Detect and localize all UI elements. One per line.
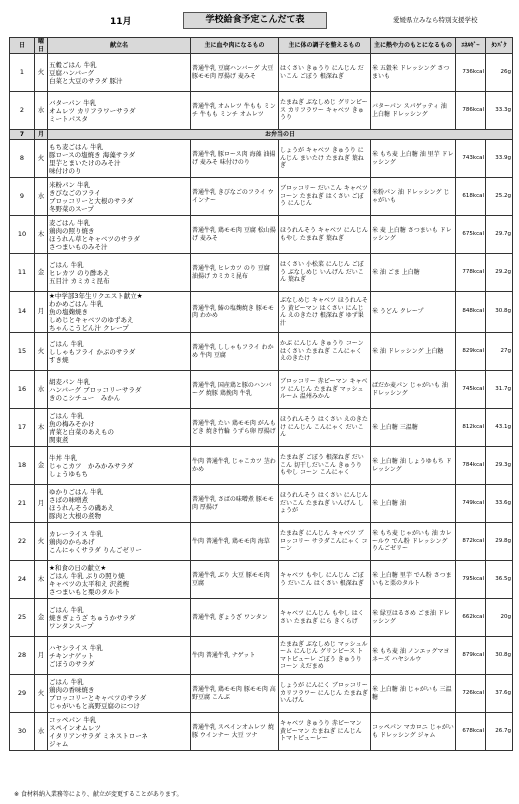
cell-day: 7	[10, 130, 35, 140]
cell-yellow: 米 上白糖 油 しょうゆもち ドレッシング	[371, 447, 456, 485]
cell-yellow: 米 もち麦 上白糖 油 里芋 ドレッシング	[371, 140, 456, 178]
cell-protein: 29.3g	[486, 447, 513, 485]
cell-yellow: バターパン スパゲッティ 油 上白糖 ドレッシング	[371, 92, 456, 130]
cell-dow: 月	[35, 485, 48, 523]
cell-yellow: 米 油 ごま 上白糖	[371, 254, 456, 292]
cell-red: 普通牛乳 豚ロース肉 海藻 油揚げ 麦みそ 味付けのり	[191, 140, 279, 178]
page-title: 学校給食予定こんだて表	[183, 12, 327, 29]
menu-table	[9, 37, 513, 751]
cell-dow: 火	[35, 675, 48, 713]
cell-dow: 月	[35, 130, 48, 140]
cell-dow: 火	[35, 140, 48, 178]
cell-day: 14	[10, 292, 35, 333]
cell-menu: ごはん 牛乳 ヒレカツ のり酢あえ 五目汁 カミカミ昆布	[48, 254, 191, 292]
col-menu: 献立名	[48, 38, 191, 54]
cell-kcal: 778kcal	[456, 254, 486, 292]
cell-day: 8	[10, 140, 35, 178]
cell-green: キャベツ もやし にんじん ごぼう だいこん はくさい 根深ねぎ	[279, 561, 371, 599]
table-row	[10, 216, 513, 254]
cell-menu: ★中学部3年生リクエスト献立★ わかめごはん 牛乳 魚の塩麹焼き しめじとキャベツのゆずあえ ちゃんこうどん汁 クレープ	[48, 292, 191, 333]
cell-yellow: 米 うどん クレープ	[371, 292, 456, 333]
cell-day: 29	[10, 675, 35, 713]
cell-kcal: 786kcal	[456, 92, 486, 130]
cell-dow: 金	[35, 254, 48, 292]
table-row	[10, 409, 513, 447]
cell-red: 普通牛乳 豆腐ハンバーグ 大豆 豚モモ肉 厚揚げ 麦みそ	[191, 54, 279, 92]
cell-day: 25	[10, 599, 35, 637]
cell-day: 24	[10, 561, 35, 599]
cell-yellow: 米 油 ドレッシング 上白糖	[371, 333, 456, 371]
school-name: 愛媛県立みなら特別支援学校	[393, 16, 478, 24]
cell-protein: 37.6g	[486, 675, 513, 713]
cell-dow: 水	[35, 371, 48, 409]
cell-dow: 火	[35, 54, 48, 92]
cell-yellow: 米 五穀米 ドレッシング さつまいも	[371, 54, 456, 92]
cell-day: 10	[10, 216, 35, 254]
cell-kcal: 662kcal	[456, 599, 486, 637]
cell-menu: ゆかりごはん 牛乳 さばの味噌煮 ほうれんそうの磯あえ 豚肉と大根の煮物	[48, 485, 191, 523]
cell-band: お弁当の日	[48, 130, 513, 140]
cell-yellow: 米 上白糖 里芋 でん粉 さつまいもと栗のタルト	[371, 561, 456, 599]
table-row	[10, 523, 513, 561]
col-dow: 曜日	[35, 38, 48, 54]
cell-red: 普通牛乳 国産鶏と豚のハンバーグ 焼豚 鶏挽肉 牛乳	[191, 371, 279, 409]
cell-green: ほうれんそう はくさい えのきたけ にんじん こんにゃく だいこん	[279, 409, 371, 447]
cell-day: 17	[10, 409, 35, 447]
cell-red: 普通牛乳 ぶり 大豆 豚モモ肉 豆腐	[191, 561, 279, 599]
cell-menu: ★和食の日の献立★ ごはん 牛乳 ぶりの照り焼 キャベツの太平和え 沢煮椀 さつまいもと栗のタルト	[48, 561, 191, 599]
cell-green: はくさい きゅうり にんじん だいこん ごぼう 根深ねぎ	[279, 54, 371, 92]
cell-menu: ごはん 牛乳 焼きぎょうざ ちゅうかサラダ ワンタンスープ	[48, 599, 191, 637]
cell-green: はくさい 小松菜 にんじん ごぼう ぶなしめじ いんげん だいこん 葉ねぎ	[279, 254, 371, 292]
cell-menu: ごはん 牛乳 ししゃもフライ かぶのサラダ すき焼	[48, 333, 191, 371]
cell-day: 30	[10, 713, 35, 751]
cell-yellow: 米 上白糖 油	[371, 485, 456, 523]
table-row	[10, 254, 513, 292]
table-row	[10, 292, 513, 333]
cell-kcal: 678kcal	[456, 713, 486, 751]
cell-green: たまねぎ ごぼう 根深ねぎ だいこん 切干しだいこん きゅうり もやし コーン こんにゃく	[279, 447, 371, 485]
cell-dow: 木	[35, 216, 48, 254]
month-label: 11月	[110, 17, 132, 27]
cell-green: ほうれんそう キャベツ にんじん もやし たまねぎ 葉ねぎ	[279, 216, 371, 254]
cell-protein: 29.8g	[486, 523, 513, 561]
cell-menu: ごはん 牛乳 鶏肉の香味焼き ブロッコリーとキャベツのサラダ じゃがいもと高野豆腐のにつけ	[48, 675, 191, 713]
cell-day: 1	[10, 54, 35, 92]
cell-kcal: 743kcal	[456, 140, 486, 178]
cell-red: 普通牛乳 ヒレカツ のり 豆腐 油揚げ カミカミ昆布	[191, 254, 279, 292]
table-row-band	[10, 130, 513, 140]
cell-dow: 月	[35, 292, 48, 333]
cell-protein: 30.8g	[486, 292, 513, 333]
cell-menu: 牛丼 牛乳 じゃこカツ かみかみサラダ しょうゆもち	[48, 447, 191, 485]
cell-yellow: 米 もち麦 油 ノンエッグマヨネーズ ハヤシルウ	[371, 637, 456, 675]
cell-menu: 米粉パン 牛乳 きびなごのフライ ブロッコリーと大根のサラダ 冬野菜のスープ	[48, 178, 191, 216]
cell-red: 普通牛乳 鶏モモ肉 豚モモ肉 高野豆腐 こんぶ	[191, 675, 279, 713]
cell-protein: 26.7g	[486, 713, 513, 751]
cell-day: 9	[10, 178, 35, 216]
table-row	[10, 54, 513, 92]
cell-red: 普通牛乳 オムレツ 牛もも ミンチ 牛もも ミンチ オムレツ	[191, 92, 279, 130]
cell-dow: 火	[35, 333, 48, 371]
col-yellow: 主に熱や力のもとになるもの	[371, 38, 456, 54]
cell-protein: 30.8g	[486, 637, 513, 675]
cell-kcal: 872kcal	[456, 523, 486, 561]
cell-kcal: 784kcal	[456, 447, 486, 485]
cell-menu: 胡麦パン 牛乳 ハンバーグ ブロッコリーサラダ きのこシチュー みかん	[48, 371, 191, 409]
table-row	[10, 140, 513, 178]
cell-menu: 五穀ごはん 牛乳 豆腐ハンバーグ 白菜と大豆のサラダ 豚汁	[48, 54, 191, 92]
cell-green: キャベツ きゅうり 赤ピーマン 黄ピーマン たまねぎ にんじん トマトピューレー	[279, 713, 371, 751]
cell-protein: 26g	[486, 54, 513, 92]
table-row	[10, 675, 513, 713]
cell-kcal: 675kcal	[456, 216, 486, 254]
col-kcal: ｴﾈﾙｷﾞｰ	[456, 38, 486, 54]
footer-note: ※ 食材料納入業務等により、献立が変更することがあります。	[14, 791, 183, 798]
cell-green: しょうが にんにく ブロッコリー カリフラワー にんじん たまねぎ いんげん	[279, 675, 371, 713]
cell-kcal: 736kcal	[456, 54, 486, 92]
cell-protein: 36.5g	[486, 561, 513, 599]
cell-menu: バターパン 牛乳 オムレツ カリフラワーサラダ ミートパスタ	[48, 92, 191, 130]
cell-day: 11	[10, 254, 35, 292]
cell-kcal: 879kcal	[456, 637, 486, 675]
cell-green: ほうれんそう はくさい にんじん だいこん たまねぎ いんげん しょうが	[279, 485, 371, 523]
cell-green: たまねぎ ぶなしめじ グリンピース カリフラワー キャベツ きゅうり	[279, 92, 371, 130]
page-header	[0, 12, 519, 32]
cell-red: 普通牛乳 さばの味噌煮 豚モモ肉 厚揚げ	[191, 485, 279, 523]
table-row	[10, 371, 513, 409]
cell-menu: カレーライス 牛乳 鶏肉のからあげ こんにゃくサラダ りんごゼリー	[48, 523, 191, 561]
cell-protein: 29.2g	[486, 254, 513, 292]
table-row	[10, 92, 513, 130]
cell-green: しょうが キャベツ きゅうり にんじん まいたけ たまねぎ 葉ねぎ	[279, 140, 371, 178]
table-header-row	[10, 38, 513, 54]
table-row	[10, 713, 513, 751]
cell-protein: 27g	[486, 333, 513, 371]
cell-red: 普通牛乳 ししゃもフライ わかめ 牛肉 豆腐	[191, 333, 279, 371]
cell-kcal: 726kcal	[456, 675, 486, 713]
cell-yellow: 米 上白糖 油 じゃがいも 三温糖	[371, 675, 456, 713]
cell-red: 普通牛乳 鶏モモ肉 豆腐 松山揚げ 麦みそ	[191, 216, 279, 254]
menu-body	[10, 54, 513, 751]
cell-kcal: 618kcal	[456, 178, 486, 216]
cell-dow: 月	[35, 637, 48, 675]
cell-menu: もち麦ごはん 牛乳 豚ロースの塩焼き 海藻サラダ 里芋とまいたけのみそ汁 味付けのり	[48, 140, 191, 178]
cell-yellow: ばだか麦パン じゃがいも 油 ドレッシング	[371, 371, 456, 409]
cell-protein: 43.1g	[486, 409, 513, 447]
cell-day: 22	[10, 523, 35, 561]
cell-menu: 麦ごはん 牛乳 鶏肉の照り焼き ほうれん草とキャベツのサラダ さつまいものみそ汁	[48, 216, 191, 254]
cell-dow: 木	[35, 561, 48, 599]
cell-dow: 金	[35, 599, 48, 637]
cell-protein: 31.7g	[486, 371, 513, 409]
cell-menu: コッペパン 牛乳 スペインオムレツ イタリアンサラダ ミネストローネ ジャム	[48, 713, 191, 751]
cell-day: 15	[10, 333, 35, 371]
cell-protein: 33.3g	[486, 92, 513, 130]
cell-red: 牛肉 普通牛乳 じゃこカツ 茎わかめ	[191, 447, 279, 485]
cell-green: たまねぎ ぶなしめじ マッシュルーム にんじん グリンピース トマトピューレ ごぼう きゅうり コーン えだまめ	[279, 637, 371, 675]
cell-green: かぶ にんじん きゅうり コーン はくさい たまねぎ こんにゃく えのきたけ	[279, 333, 371, 371]
cell-protein: 25.2g	[486, 178, 513, 216]
cell-red: 普通牛乳 ぎょうざ ワンタン	[191, 599, 279, 637]
table-row	[10, 178, 513, 216]
table-row	[10, 447, 513, 485]
cell-dow: 金	[35, 447, 48, 485]
cell-dow: 木	[35, 409, 48, 447]
cell-green: たまねぎ にんじん キャベツ ブロッコリー サラダこんにゃく コーン	[279, 523, 371, 561]
cell-kcal: 795kcal	[456, 561, 486, 599]
cell-dow: 水	[35, 92, 48, 130]
col-protein: ﾀﾝﾊﾟｸ	[486, 38, 513, 54]
cell-green: キャベツ にんじん もやし はくさい たまねぎ にら きくらげ	[279, 599, 371, 637]
cell-protein: 33.6g	[486, 485, 513, 523]
cell-green: ブロッコリー 赤ピーマン キャベツ にんじん たまねぎ マッシュルーム 温州みかん	[279, 371, 371, 409]
cell-day: 21	[10, 485, 35, 523]
cell-red: 牛肉 普通牛乳 鶏モモ肉 海草	[191, 523, 279, 561]
cell-red: 普通牛乳 きびなごのフライ ウインナー	[191, 178, 279, 216]
col-day: 日	[10, 38, 35, 54]
table-row	[10, 485, 513, 523]
cell-red: 普通牛乳 鰆の塩麹焼き 豚モモ肉 わかめ	[191, 292, 279, 333]
cell-dow: 水	[35, 178, 48, 216]
cell-menu: ハヤシライス 牛乳 チキンナゲット ごぼうのサラダ	[48, 637, 191, 675]
table-row	[10, 561, 513, 599]
cell-kcal: 829kcal	[456, 333, 486, 371]
cell-dow: 水	[35, 713, 48, 751]
cell-green: ブロッコリー だいこん キャベツ コーン たまねぎ はくさい ごぼう にんじん	[279, 178, 371, 216]
cell-day: 16	[10, 371, 35, 409]
cell-yellow: 米 もち麦 じゃがいも 油 カレールウ でん粉 ドレッシング りんごゼリー	[371, 523, 456, 561]
cell-yellow: 米 上白糖 三温糖	[371, 409, 456, 447]
col-red: 主に血や肉になるもの	[191, 38, 279, 54]
table-row	[10, 333, 513, 371]
cell-yellow: 米 緑豆はるさめ ごま油 ドレッシング	[371, 599, 456, 637]
cell-yellow: 米粉パン 油 ドレッシング じゃがいも	[371, 178, 456, 216]
cell-red: 普通牛乳 たい 鶏モモ肉 がんもどき 焼き竹輪 うずら卵 厚揚げ	[191, 409, 279, 447]
cell-kcal: 745kcal	[456, 371, 486, 409]
cell-yellow: 米 麦 上白糖 さつまいも ドレッシング	[371, 216, 456, 254]
cell-menu: ごはん 牛乳 魚の梅みそかけ 青菜と白菜のあえもの 関東煮	[48, 409, 191, 447]
table-row	[10, 599, 513, 637]
cell-yellow: コッペパン マカロニ じゃがいも ドレッシング ジャム	[371, 713, 456, 751]
cell-day: 28	[10, 637, 35, 675]
cell-kcal: 749kcal	[456, 485, 486, 523]
cell-protein: 29.7g	[486, 216, 513, 254]
cell-day: 2	[10, 92, 35, 130]
cell-protein: 20g	[486, 599, 513, 637]
cell-day: 18	[10, 447, 35, 485]
cell-kcal: 812kcal	[456, 409, 486, 447]
cell-red: 普通牛乳 スペインオムレツ 焼豚 ウインナー 大豆 ツナ	[191, 713, 279, 751]
cell-protein: 33.9g	[486, 140, 513, 178]
table-row	[10, 637, 513, 675]
cell-dow: 火	[35, 523, 48, 561]
cell-kcal: 848kcal	[456, 292, 486, 333]
col-green: 主に体の調子を整えるもの	[279, 38, 371, 54]
cell-green: ぶなしめじ キャベツ ほうれんそう 黄ピーマン はくさい にんじん えのきたけ 根深ねぎ ゆず果汁	[279, 292, 371, 333]
cell-red: 牛肉 普通牛乳 ナゲット	[191, 637, 279, 675]
